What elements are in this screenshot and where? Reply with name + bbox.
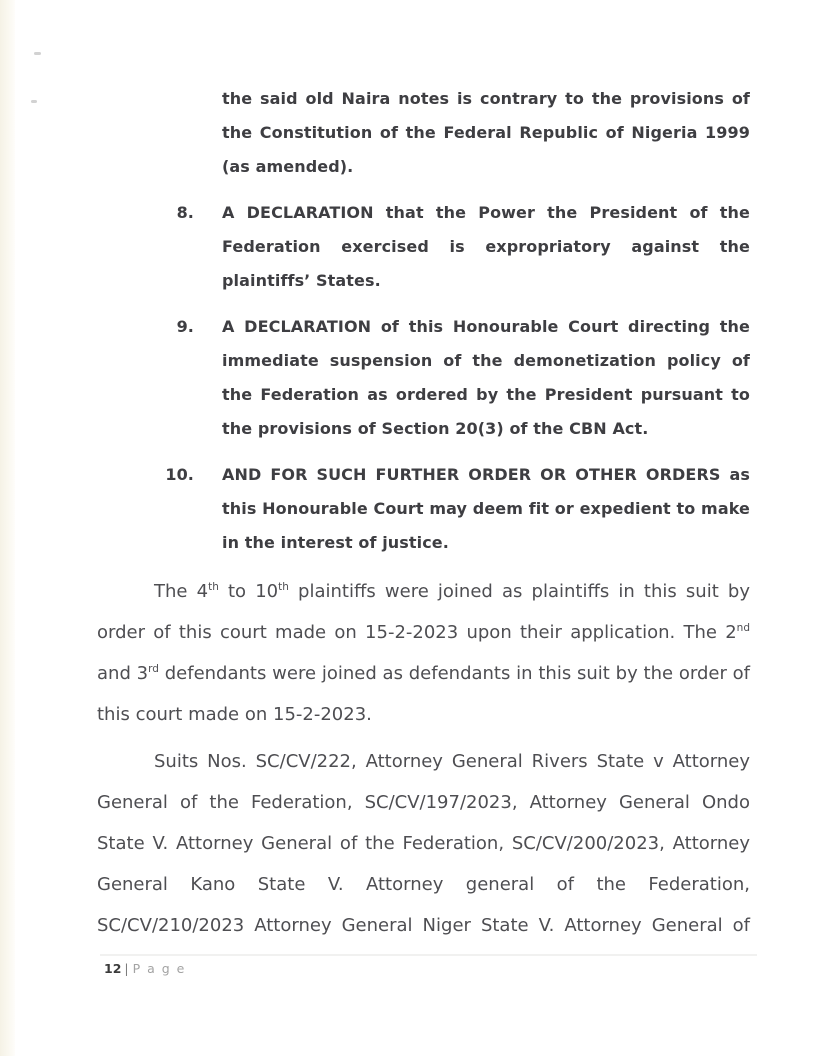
scan-speck [31, 100, 37, 103]
scan-speck [34, 52, 41, 55]
paragraph-text: defendants were joined as defendants in this suit by the order of this court made on 15-2-2023. [97, 663, 750, 725]
footer-separator: | [124, 961, 129, 976]
ordinal-suffix: rd [148, 663, 159, 675]
page-number: 12 [104, 961, 122, 976]
ordinal-suffix: nd [736, 622, 750, 634]
paragraph-suits [97, 741, 750, 946]
list-item-number: 8. [176, 203, 194, 222]
footer-rule [100, 954, 757, 956]
list-item-text: the said old Naira notes is contrary to the provisions of the Constitution of the Federal Republic of Nigeria 1999 (as amended). [222, 89, 750, 176]
list-item-number [97, 82, 222, 184]
footer-page-label: P a g e [132, 961, 186, 976]
list-item-10 [97, 458, 750, 560]
paragraph-text: Suits Nos. SC/CV/222, Attorney General Rivers State v Attorney General of the Federation, SC/CV/197/2023, Attorney General Ondo State V. Attorney General of the Federation, SC/CV/200/2023, Attorney General Kano State V. Attorney general of the Federation, SC/CV/210/2023 Attorney General Niger State V. Attorney General of [97, 751, 750, 936]
ordinal-suffix: th [208, 581, 219, 593]
list-item-text: A DECLARATION of this Honourable Court directing the immediate suspension of the demonetization policy of the Federation as ordered by the President pursuant to the provisions of Section 20(3) of the CBN Act. [222, 317, 750, 438]
list-item-9 [97, 310, 750, 446]
paragraph-text: and 3 [97, 663, 149, 684]
list-item-text: AND FOR SUCH FURTHER ORDER OR OTHER ORDERS as this Honourable Court may deem fit or expedient to make in the interest of justice. [222, 465, 750, 552]
list-item-number: 10. [165, 465, 194, 484]
paragraph-joinder [97, 571, 750, 735]
scan-edge-band [0, 0, 15, 1056]
paragraph-text: to 10 [218, 581, 279, 602]
list-item-text: A DECLARATION that the Power the President of the Federation exercised is expropriatory against the plaintiffs’ States. [222, 203, 750, 290]
document-content [97, 82, 750, 946]
list-item-continuation [97, 82, 750, 184]
ordinal-suffix: th [278, 581, 289, 593]
paragraph-text: plaintiffs were joined as plaintiffs in this suit by order of this court made on 15-2-2023 upon their application. The 2 [97, 581, 750, 643]
list-item-number: 9. [176, 317, 194, 336]
list-item-8 [97, 196, 750, 298]
page-footer [104, 961, 186, 977]
paragraph-text: The 4 [154, 581, 209, 602]
